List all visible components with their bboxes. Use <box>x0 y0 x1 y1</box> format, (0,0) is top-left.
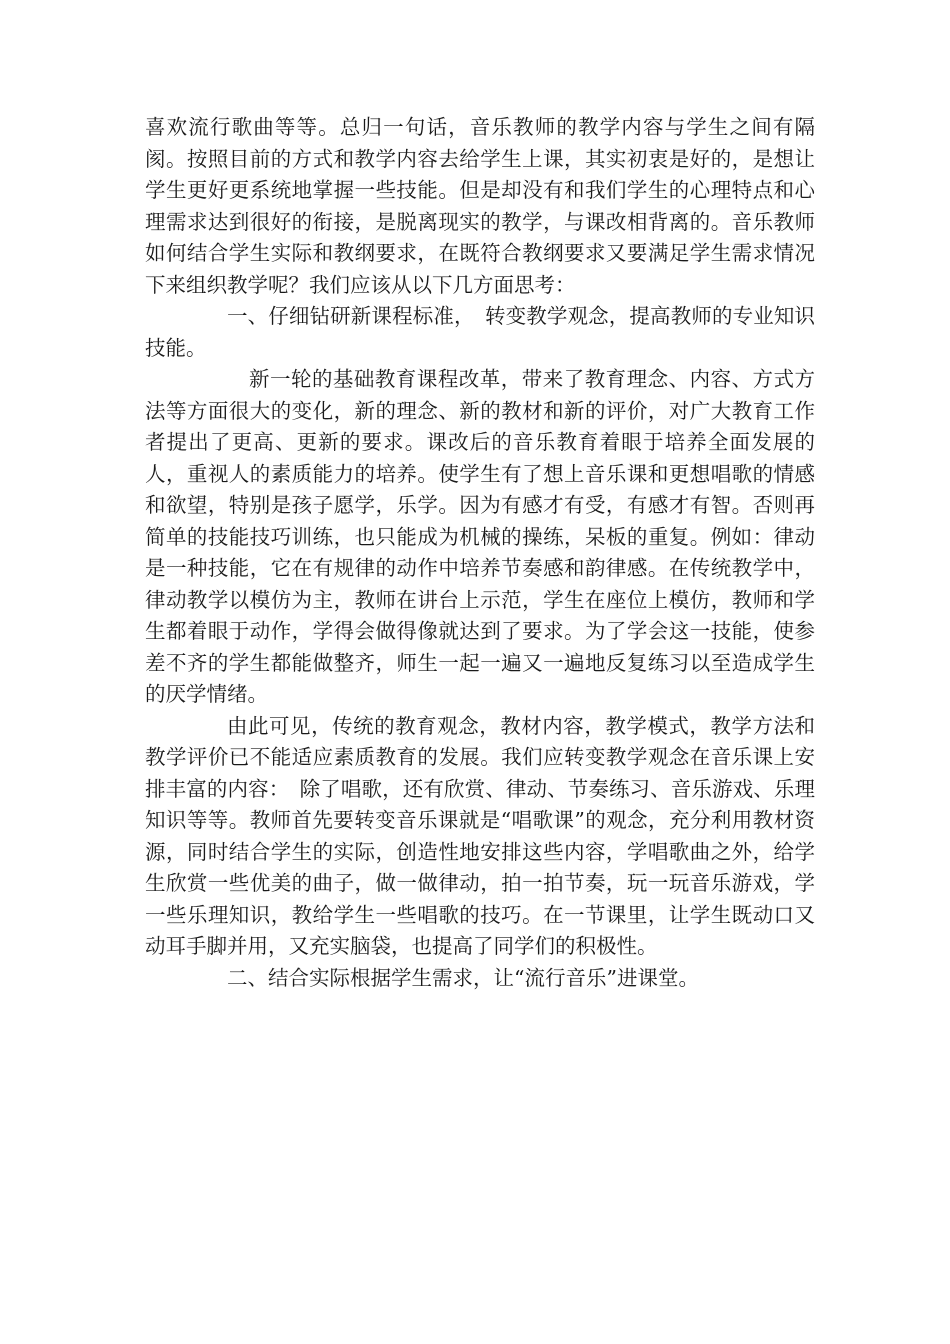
document-body <box>145 112 815 994</box>
paragraph-intro: 喜欢流行歌曲等等。总归一句话，音乐教师的教学内容与学生之间有隔阂。按照目前的方式和教学内容去给学生上课，其实初衷是好的，是想让学生更好更系统地掌握一些技能。但是却没有和我们学生的心理特点和心理需求达到很好的衔接，是脱离现实的教学，与课改相背离的。音乐教师如何结合学生实际和教纲要求，在既符合教纲要求又要满足学生需求情况下来组织教学呢？我们应该从以下几方面思考： <box>145 115 815 297</box>
paragraph-curriculum-reform: 新一轮的基础教育课程改革，带来了教育理念、内容、方式方法等方面很大的变化，新的理念、新的教材和新的评价，对广大教育工作者提出了更高、更新的要求。课改后的音乐教育着眼于培养全面发展的人，重视人的素质能力的培养。使学生有了想上音乐课和更想唱歌的情感和欲望，特别是孩子愿学，乐学。因为有感才有受，有感才有智。否则再简单的技能技巧训练，也只能成为机械的操练，呆板的重复。例如：律动是一种技能，它在有规律的动作中培养节奏感和韵律感。在传统教学中，律动教学以模仿为主，教师在讲台上示范，学生在座位上模仿，教师和学生都着眼于动作，学得会做得像就达到了要求。为了学会这一技能，使参差不齐的学生都能做整齐，师生一起一遍又一遍地反复练习以至造成学生的厌学情绪。 <box>145 367 815 706</box>
paragraph-traditional-concepts: 由此可见，传统的教育观念，教材内容，教学模式，教学方法和教学评价已不能适应素质教育的发展。我们应转变教学观念在音乐课上安排丰富的内容： 除了唱歌，还有欣赏、律动、节奏练习、音乐游戏、乐理知识等等。教师首先要转变音乐课就是“唱歌课”的观念，充分利用教材资源，同时结合学生的实际，创造性地安排这些内容，学唱歌曲之外，给学生欣赏一些优美的曲子，做一做律动，拍一拍节奏，玩一玩音乐游戏，学一些乐理知识，教给学生一些唱歌的技巧。在一节课里，让学生既动口又动耳手脚并用，又充实脑袋，也提高了同学们的积极性。 <box>145 713 815 958</box>
section-heading-one: 一、仔细钻研新课程标准， 转变教学观念，提高教师的专业知识技能。 <box>145 304 815 360</box>
section-heading-two: 二、结合实际根据学生需求，让“流行音乐”进课堂。 <box>227 965 699 990</box>
